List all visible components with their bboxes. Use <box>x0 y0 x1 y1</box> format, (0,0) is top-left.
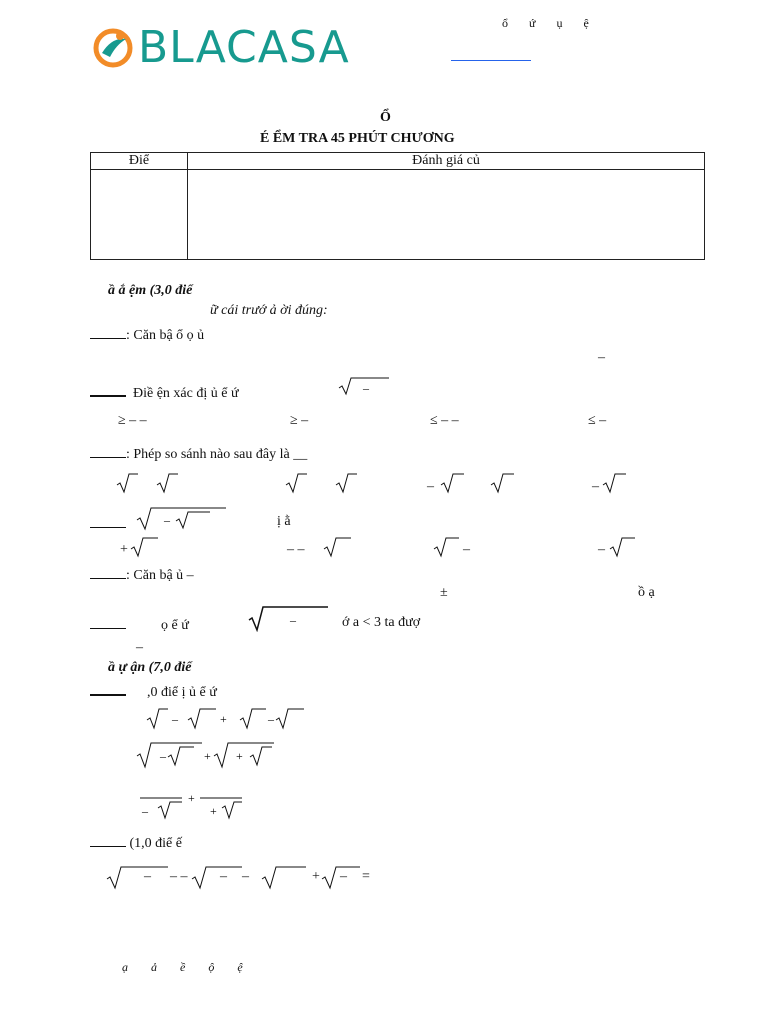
svg-text:+: + <box>204 749 211 763</box>
question-6 <box>90 615 189 634</box>
answer-blank[interactable] <box>90 382 126 397</box>
svg-text:+: + <box>188 791 195 805</box>
header-note: ổ ứ ụ ệ <box>502 16 589 30</box>
grade-col-comment: Đánh giá củ <box>188 153 705 170</box>
question-2 <box>90 382 239 402</box>
svg-text:–: – <box>268 712 274 726</box>
answer-blank[interactable] <box>90 565 126 579</box>
answer-blank[interactable] <box>90 514 126 528</box>
q6-option: – <box>136 640 143 655</box>
q1-option: – <box>598 350 605 365</box>
q4-option-d <box>609 536 637 558</box>
question-1 <box>90 325 204 344</box>
eq-op-2: – – <box>170 869 188 884</box>
answer-blank[interactable] <box>90 444 126 458</box>
doc-title-line1: Ổ <box>380 110 391 125</box>
grade-col-score: Điể <box>91 153 188 170</box>
question-text: : Căn bậ ủ – <box>126 568 194 583</box>
question-4 <box>90 514 126 533</box>
question-text: ọ ể ứ <box>161 618 189 633</box>
q3-option-d-sign: – <box>592 479 599 494</box>
q2-option-a: ≥ – – <box>118 413 147 428</box>
q4-option-d-sign: – <box>598 542 605 557</box>
part1-instruction: ữ cái trướ ả ời đúng: <box>210 303 328 318</box>
svg-text:–: – <box>164 513 170 527</box>
logo-text: BLACASA <box>138 22 350 73</box>
q5-option-a: ± <box>440 585 448 600</box>
part2-expression-c <box>138 786 248 822</box>
grade-table <box>90 152 705 260</box>
eq-equals: = <box>362 869 370 884</box>
answer-blank[interactable] <box>90 325 126 339</box>
q4-option-a-sign: + <box>120 542 128 557</box>
grade-cell-comment <box>188 170 705 260</box>
q3-option-c <box>440 472 520 494</box>
svg-text:+: + <box>220 712 227 726</box>
eq-op-1: – <box>144 869 151 884</box>
eq-op-5: + <box>312 869 320 884</box>
answer-blank[interactable] <box>90 615 126 629</box>
question-text: Điề ện xác đị ủ ể ứ <box>133 386 239 401</box>
question-text: (1,0 điể ế <box>129 836 182 851</box>
q2-option-c: ≤ – – <box>430 413 459 428</box>
question-text: : Phép so sánh nào sau đây là __ <box>126 447 308 462</box>
svg-text:–: – <box>290 613 296 627</box>
q3-option-d <box>602 472 628 494</box>
svg-text:+: + <box>210 804 217 818</box>
logo-mark-icon <box>92 27 134 69</box>
sqrt-symbol <box>338 376 390 396</box>
question-3 <box>90 444 307 463</box>
q4-option-b <box>323 536 353 558</box>
q2-option-d: ≤ – <box>588 413 607 428</box>
q3-option-b <box>285 472 365 494</box>
q6-expression <box>248 604 330 632</box>
q4-expression <box>136 505 228 531</box>
part2-expression-b <box>136 739 278 769</box>
eq-op-3: – <box>220 869 227 884</box>
question-text: ,0 điể ị ủ ể ứ <box>147 685 217 700</box>
q2-option-b: ≥ – <box>290 413 309 428</box>
q4-option-c-sign: – <box>463 542 470 557</box>
q4-option-a <box>130 536 160 558</box>
doc-title-line2: É ỂM TRA 45 PHÚT CHƯƠNG <box>260 131 455 146</box>
svg-text:–: – <box>363 381 369 395</box>
part2-heading: ầ ự ận (7,0 điể <box>108 660 192 675</box>
part2-question-1 <box>90 681 217 701</box>
question-5 <box>90 565 194 584</box>
svg-text:+: + <box>236 749 243 763</box>
q4-option-b-sign: – – <box>287 542 305 557</box>
q4-text: ị ằ <box>277 514 291 529</box>
answer-blank[interactable] <box>90 833 126 847</box>
header-link[interactable] <box>451 60 531 61</box>
q5-option-b: ồ ạ <box>638 585 655 600</box>
part2-expression-a <box>146 706 308 730</box>
footer-note: ạ ả ề ộ ệ <box>122 960 243 974</box>
q4-option-c <box>433 536 461 558</box>
svg-text:–: – <box>160 749 166 763</box>
question-text: : Căn bậ ổ ọ ủ <box>126 328 205 343</box>
answer-blank[interactable] <box>90 681 126 696</box>
eq-op-4: – <box>242 869 249 884</box>
part2-question-2 <box>90 833 182 852</box>
q3-option-c-sign: – <box>427 479 434 494</box>
svg-text:–: – <box>142 804 148 818</box>
logo <box>92 24 350 72</box>
eq-op-6: – <box>340 869 347 884</box>
svg-text:–: – <box>172 712 178 726</box>
part1-heading: ầ ắ ệm (3,0 điể <box>108 283 193 298</box>
grade-cell-score <box>91 170 188 260</box>
q3-option-a <box>116 472 186 494</box>
q6-tail: ớ a < 3 ta đượ <box>342 615 421 630</box>
